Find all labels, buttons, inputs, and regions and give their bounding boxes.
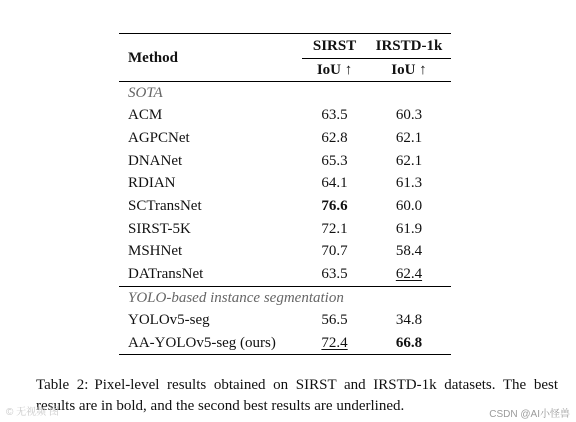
table-row [119,172,451,195]
table-row [119,217,451,240]
method-cell: DATransNet [128,266,204,283]
header-method: Method [119,34,302,82]
method-cell: ACM [128,107,163,124]
irstd-cell: 58.4 [395,243,423,260]
sirst-cell: 72.1 [321,220,348,237]
irstd-cell: 62.1 [395,130,423,147]
watermark-right: CSDN @AI小怪兽 [489,409,570,420]
sirst-cell-second-best: 72.4 [321,334,348,351]
irstd-cell-best: 66.8 [367,331,451,354]
group-label-sota: SOTA [119,82,451,105]
irstd-cell: 34.8 [395,311,423,328]
results-table [119,33,451,355]
caption-label: Table 2: [36,377,89,393]
sirst-cell: 70.7 [321,243,348,260]
group-label-row [119,286,451,309]
method-cell: RDIAN [128,175,176,192]
irstd-cell: 61.9 [395,220,423,237]
table-row [119,104,451,127]
method-cell: AA-YOLOv5-seg (ours) [119,331,302,354]
irstd-cell: 60.0 [395,198,423,215]
irstd-cell: 62.1 [395,152,423,169]
method-cell: AGPCNet [128,130,190,147]
header-row-datasets [119,34,451,59]
method-cell: DNANet [128,152,183,169]
header-irstd: IRSTD-1k [367,34,451,59]
header-metric-sirst: IoU ↑ [316,62,353,78]
table-row [119,309,451,332]
method-cell: SCTransNet [128,198,202,215]
table-row [119,127,451,150]
table-caption [36,375,558,417]
irstd-cell: 60.3 [395,107,423,124]
table-row [119,240,451,263]
sirst-cell: 64.1 [321,175,348,192]
table-row [119,195,451,218]
caption-text: Pixel-level results obtained on SIRST and IRSTD-1k datasets. The best results are in bold, and the second best results are underlined. [36,377,559,414]
sirst-cell: 56.5 [321,311,348,328]
sirst-cell-best: 76.6 [321,198,348,215]
sirst-cell: 63.5 [321,107,348,124]
sirst-cell: 65.3 [321,152,348,169]
method-cell: YOLOv5-seg [128,311,210,328]
method-cell: SIRST-5K [128,220,191,237]
table-row [119,149,451,172]
group-label-yolo: YOLO-based instance segmentation [119,286,451,309]
sirst-cell: 63.5 [321,266,348,283]
results-table-container [119,33,451,355]
group-label-row [119,82,451,105]
header-sirst: SIRST [302,34,367,59]
table-row [119,331,451,354]
watermark-left: © 无视频 图 [6,407,59,418]
irstd-cell: 61.3 [395,175,423,192]
sirst-cell: 62.8 [321,130,348,147]
irstd-cell-second-best: 62.4 [395,266,423,283]
method-cell: MSHNet [128,243,183,260]
header-metric-irstd: IoU ↑ [391,62,427,78]
table-row [119,263,451,286]
